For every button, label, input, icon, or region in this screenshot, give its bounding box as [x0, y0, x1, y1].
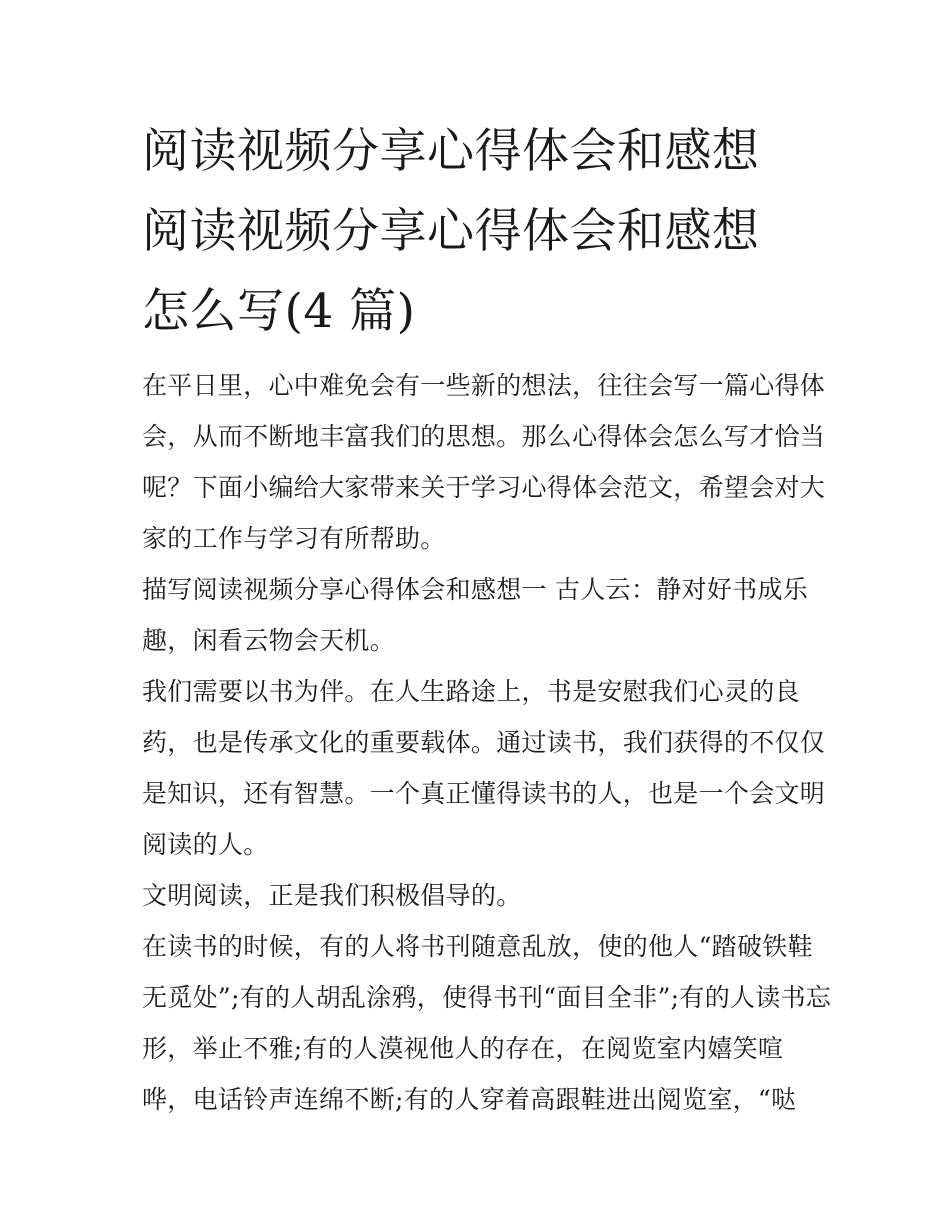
document-title	[142, 112, 822, 352]
document-page	[142, 112, 832, 1125]
paragraph-intro	[142, 360, 826, 564]
paragraph-section-one-heading	[142, 564, 822, 666]
text-line: 我们需要以书为伴。在人生路途上，书是安慰我们心灵的良	[142, 677, 800, 706]
text-line: 文明阅读，正是我们积极倡导的。	[142, 881, 522, 910]
text-line: 药，也是传承文化的重要载体。通过读书，我们获得的不仅仅	[142, 728, 826, 757]
text-line: 哗，电话铃声连绵不断;有的人穿着高跟鞋进出阅览室，“哒	[142, 1085, 797, 1114]
text-line: 是知识，还有智慧。一个真正懂得读书的人，也是一个会文明	[142, 779, 826, 808]
text-line: 在读书的时候，有的人将书刊随意乱放，使的他人“踏破铁鞋	[142, 932, 813, 961]
title-line-1: 阅读视频分享心得体会和感想	[142, 124, 760, 179]
paragraph-civilized-reading	[142, 870, 822, 921]
title-line-3: 怎么写(4 篇)	[142, 284, 416, 339]
text-line: 形，举止不雅;有的人漠视他人的存在，在阅览室内嬉笑喧	[142, 1034, 784, 1063]
text-line: 家的工作与学习有所帮助。	[142, 524, 446, 553]
text-line: 无觅处”;有的人胡乱涂鸦，使得书刊“面目全非”;有的人读书忘	[142, 983, 832, 1012]
text-line: 呢？下面小编给大家带来关于学习心得体会范文，希望会对大	[142, 473, 826, 502]
title-line-2: 阅读视频分享心得体会和感想	[142, 204, 760, 259]
text-line: 趣，闲看云物会天机。	[142, 626, 396, 655]
paragraph-books-companion	[142, 666, 826, 870]
text-line: 描写阅读视频分享心得体会和感想一 古人云：静对好书成乐	[142, 575, 809, 604]
text-line: 会，从而不断地丰富我们的思想。那么心得体会怎么写才恰当	[142, 422, 826, 451]
text-line: 阅读的人。	[142, 830, 269, 859]
text-line: 在平日里，心中难免会有一些新的想法，往往会写一篇心得体	[142, 371, 826, 400]
paragraph-bad-behaviors	[142, 921, 832, 1125]
